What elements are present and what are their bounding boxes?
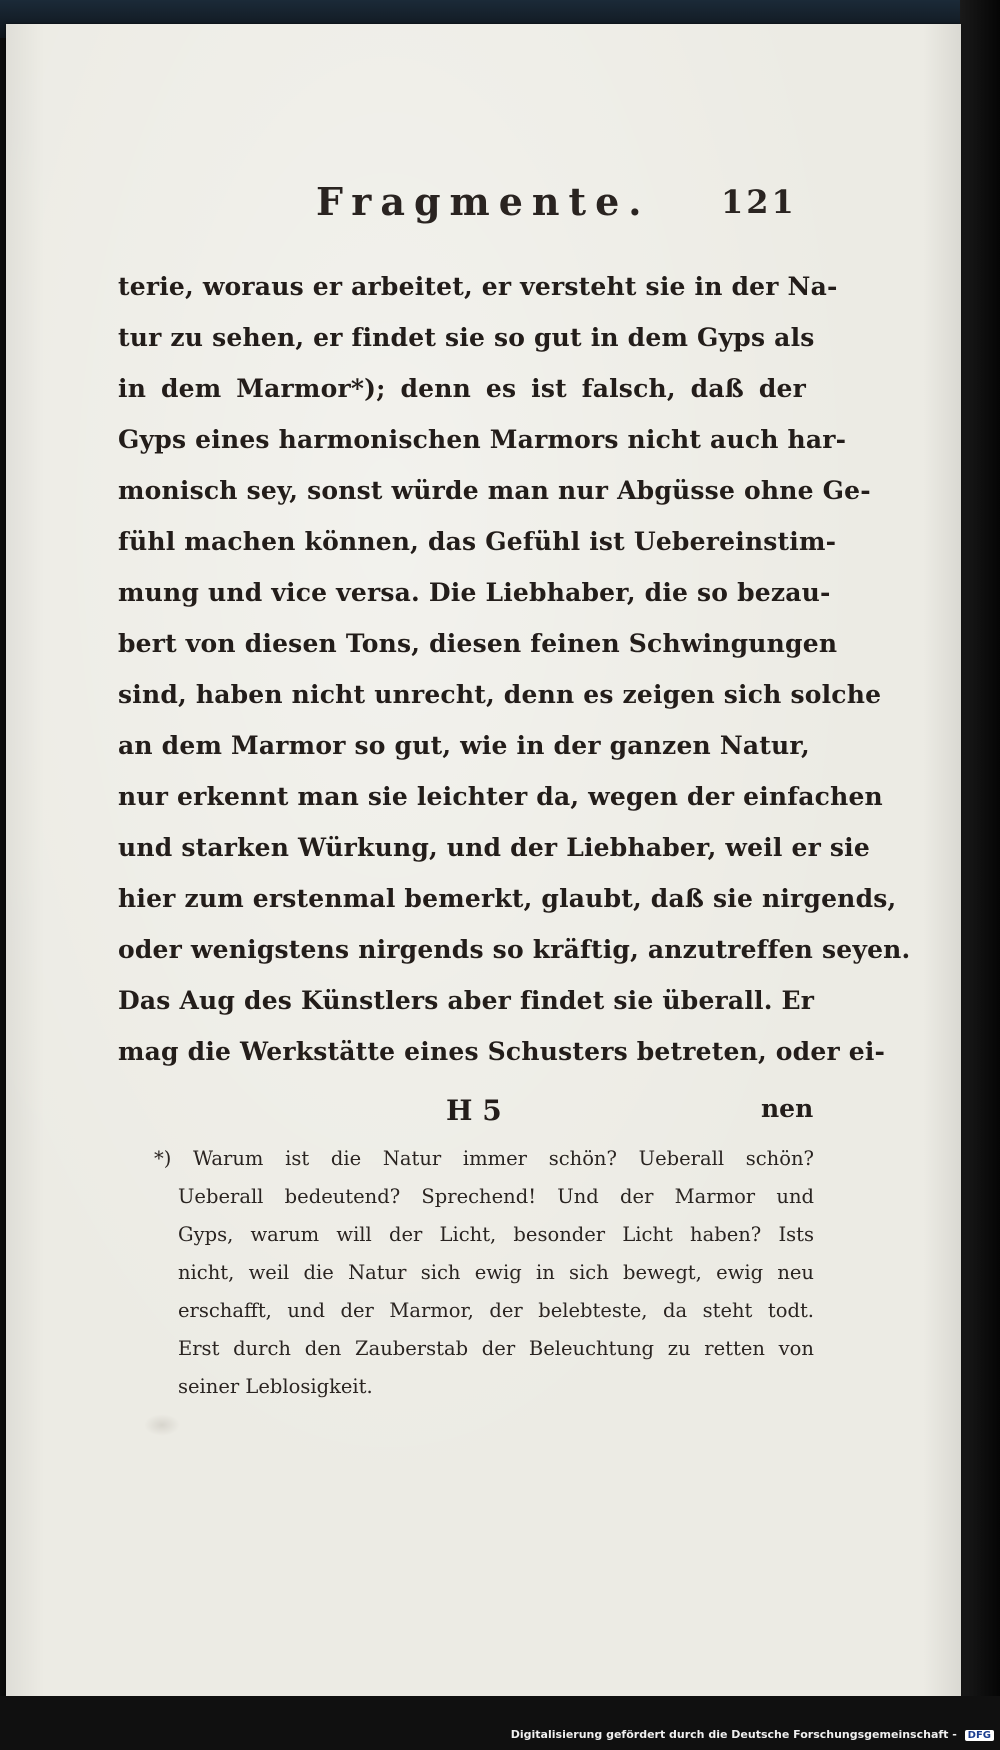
footnote-line: seiner Leblosigkeit. (178, 1375, 373, 1398)
footnote-line: Gyps, warum will der Licht, besonder Licht haben? Ists (178, 1223, 814, 1246)
text-line: fühl machen können, das Gefühl ist Uebereinstim- (118, 527, 837, 556)
footnote-line: erschafft, und der Marmor, der belebteste, da steht todt. (178, 1299, 814, 1322)
text-line: in dem Marmor*); denn es ist falsch, daß der (118, 374, 806, 403)
text-line: und starken Würkung, und der Liebhaber, weil er sie (118, 833, 870, 862)
text-line: bert von diesen Tons, diesen feinen Schwingungen (118, 629, 838, 658)
scan-background-right (960, 0, 1000, 1750)
text-line: monisch sey, sonst würde man nur Abgüsse ohne Ge- (118, 476, 871, 505)
text-line: nur erkennt man sie leichter da, wegen der einfachen (118, 782, 883, 811)
text-line: Das Aug des Künstlers aber findet sie überall. Er (118, 986, 815, 1015)
running-title: Fragmente. (316, 179, 651, 224)
page-number: 121 (721, 183, 797, 221)
book-page (6, 24, 961, 1696)
text-line: sind, haben nicht unrecht, denn es zeigen sich solche (118, 680, 882, 709)
digitization-credit (511, 1728, 994, 1741)
text-line: mag die Werkstätte eines Schusters betreten, oder ei- (118, 1037, 886, 1066)
text-line: hier zum erstenmal bemerkt, glaubt, daß sie nirgends, (118, 884, 897, 913)
text-line: tur zu sehen, er findet sie so gut in dem Gyps als (118, 323, 815, 352)
text-line: terie, woraus er arbeitet, er versteht sie in der Na- (118, 272, 838, 301)
footnote-line: nicht, weil die Natur sich ewig in sich bewegt, ewig neu (178, 1261, 814, 1284)
signature-mark: H 5 (446, 1094, 502, 1127)
text-line: oder wenigstens nirgends so kräftig, anzutreffen seyen. (118, 935, 911, 964)
paper-smudge (144, 1414, 180, 1436)
footnote-line: *) Warum ist die Natur immer schön? Ueberall schön? (154, 1147, 814, 1170)
text-line: an dem Marmor so gut, wie in der ganzen Natur, (118, 731, 810, 760)
text-line: Gyps eines harmonischen Marmors nicht auch har- (118, 425, 847, 454)
catchword: nen (761, 1094, 814, 1123)
scan-background-bottom (0, 1696, 1000, 1750)
text-line: mung und vice versa. Die Liebhaber, die so bezau- (118, 578, 831, 607)
dfg-logo: DFG (965, 1730, 994, 1741)
credit-text: Digitalisierung gefördert durch die Deutsche Forschungsgemeinschaft - (510, 1728, 957, 1741)
signature-row (6, 1094, 961, 1138)
page-header (6, 179, 961, 229)
footnote-line: Ueberall bedeutend? Sprechend! Und der Marmor und (178, 1185, 814, 1208)
footnote-line: Erst durch den Zauberstab der Beleuchtung zu retten von (178, 1337, 814, 1360)
